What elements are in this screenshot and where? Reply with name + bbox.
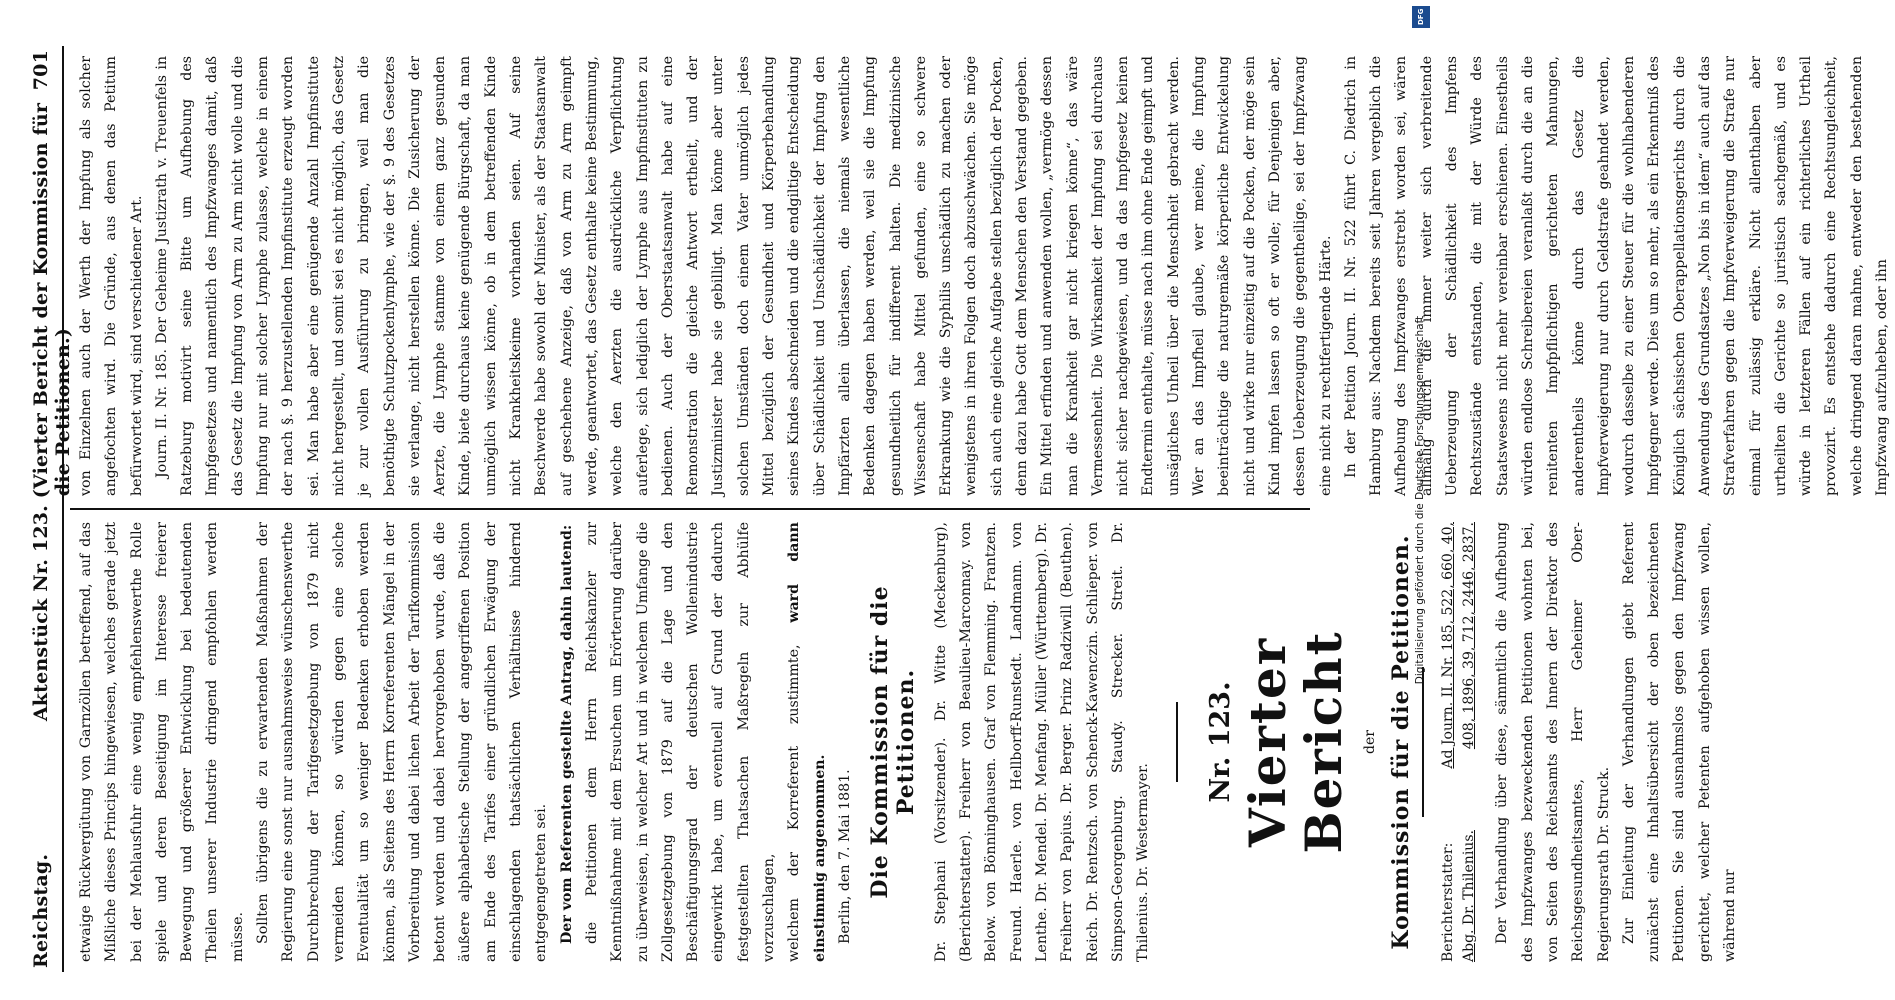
report-title: Vierter Bericht xyxy=(1237,630,1353,854)
header-left: Reichstag. xyxy=(30,853,52,968)
paragraph: Journ. II. Nr. 185. Der Geheime Justizrath v. Treuenfels in Ratzeburg motivirt seine Bitte um Aufhebung des Impfgesetzes und namentlich des Impfzwanges damit, daß das Gesetz die Impfung von Arm zu Arm nicht wolle und die Impfung nur mit solcher Lymphe zulasse, welche in einem der nach §. 9 herzustellenden Impfinstitute erzeugt worden sei. Man habe aber eine genügende Anzahl Impfinstitute nicht hergestellt, und somit sei es nicht möglich, das Gesetz je zur vollen Ausführung zu bringen, weil man die benöthigte Schutzpockenlymphe, wie der §. 9 des Gesetzes sie verlange, nicht herstellen könne. Die Zusicherung der Aerzte, die Lymphe stamme von einem ganz gesunden Kinde, biete durchaus keine genügende Bürgschaft, da man unmöglich wissen könne, ob in dem betreffenden Kinde nicht Krankheitskeime vorhanden seien. Auf seine Beschwerde habe sowohl der Minister, als der Staatsanwalt auf geschehene Anzeige, daß von Arm zu Arm geimpft werde, geantwortet, das Gesetz enthalte keine Bestimmung, welche den Aerzten die ausdrückliche Verpflichtung auferlege, sich lediglich der Lymphe aus Impfinstituten zu bedienen. Auch der Oberstaatsanwalt habe auf eine Remonstration die gleiche Antwort ertheilt, und der Justizminister habe sie gebilligt. Man könne aber unter solchen Umständen doch einem Vater unmöglich jedes Mittel bezüglich der Gesundheit und Körperbehandlung seines Kindes abschneiden und die endgiltige Entscheidung über Schädlichkeit und Unschädlichkeit der Impfung den Impfärzten allein überlassen, die niemals wesentliche Bedenken dagegen haben werden, weil sie die Impfung gesundheitlich für indifferent halten. Die medizinische Wissenschaft habe Mittel gefunden, eine so schwere Erkrankung wie die Syphilis unschädlich zu machen oder wenigstens in ihren Folgen doch abzuschwächen. Sie möge sich auch eine gleiche Aufgabe stellen bezüglich der Pocken, denn dazu habe Gott dem Menschen den Verstand gegeben. Ein Mittel erfinden und anwenden wollen, „vermöge dessen man die Krankheit gar nicht kriegen könne“, das wäre Vermessenheit. Die Wirksamkeit der Impfung sei durchaus nicht sicher nachgewiesen, und da das Impfgesetz keinen Endtermin enthalte, müsse nach ihm ohne Ende geimpft und unsägliches Unheil über die Menschheit gebracht werden. Wer an das Impfheil glaube, wer meine, die Impfung beeinträchtige die naturgemäße körperliche Entwickelung nicht und wirke nur einzeitig auf die Pocken, der möge sein Kind impfen lassen so oft er wolle; für Denjenigen aber, dessen Ueberzeugung die gegentheilige, sei der Impfzwang eine nicht zu rechtfertigende Härte. xyxy=(153,56,1334,496)
column-left xyxy=(70,512,1739,972)
divider xyxy=(1176,702,1178,782)
resolution-text: ward dann einstimmig angenommen. xyxy=(786,522,828,962)
rapporteur xyxy=(1438,786,1480,962)
credit-text: Digitalisierung gefördert durch die Deutsche Forschungsgemeinschaft xyxy=(1414,315,1426,685)
page-header xyxy=(30,46,74,972)
motion-heading: Der vom Referenten gestellte Antrag, dahin lautend: xyxy=(558,524,575,944)
journal-references: Ad Journ. II. Nr. 185, 522, 660, 40, 408, 1896, 39, 712, 2446, 2837. xyxy=(1440,522,1478,769)
paragraph: Der Verhandlung über diese, sämmtlich die Aufhebung des Impfzwanges bezweckenden Petitionen wohnten bei, von Seiten des Reichsamts des Innern der Direktor des Reichsgesundheitsamtes, Herr Geheimer Ober-Regierungsrath Dr. Struck. xyxy=(1494,522,1612,962)
assent-text: welchem der Korreferent zustimmte, xyxy=(786,644,803,962)
paragraph: In der Petition Journ. II. Nr. 522 führt C. Diedrich in Hamburg aus: Nachdem bereits seit Jahren vergeblich die Aufhebung des Impfzwanges erstrebt worden sei, wären allmälig durch die immer weiter sich verbreitende Ueberzeugung der Schädlichkeit des Impfens Rechtszustände entstanden, die mit der Würde des Staatswesens nicht mehr vereinbar erschienen. Einestheils würden endlose Schreibereien veranlaßt durch die an die renitenten Impfpflichtigen gerichteten Mahnungen, anderentheils könne durch das Gesetz die Impfverweigerung nur durch Geldstrafe geahndet werden, wodurch dasselbe zu einer Steuer für die wohlhabenderen Impfgegner werde. Dies um so mehr, als ein Erkenntniß des Königlich sächsischen Oberappellationsgerichts durch die Anwendung des Grundsatzes „Non bis in idem“ auch auf das Strafverfahren gegen die Impfverweigerung die Strafe nur einmal für zulässig erkläre. Nicht allenthalben aber urtheilten die Gerichte so juristisch sachgemäß, und es würde in letzteren Fällen auf ein richterliches Urtheil provozirt. Es entstehe dadurch eine Rechtsungleichheit, welche dringend daran mahne, entweder den bestehenden Impfzwang aufzuheben, oder ihn xyxy=(1342,56,1891,496)
paragraph: etwaige Rückvergütung von Garnzöllen betreffend, auf das Mißliche dieses Princips hingewiesen, welches gerade jetzt bei der Mehlausfuhr eine wenig empfehlenswerthe Rolle spiele und deren Beseitigung im Interesse freierer Bewegung und größerer Entwicklung bei bedeutenden Theilen unserer Industrie dringend empfohlen werden müsse. xyxy=(78,522,246,962)
date-line: Berlin, den 7. Mai 1881. xyxy=(836,769,853,944)
motion-text: die Petitionen dem Herrn Reichskanzler zur Kenntnißnahme mit dem Ersuchen um Erörterung darüber zu überweisen, in welcher Art und in welchem Umfange die Zollgesetzgebung von 1879 auf die Lage und den Beschäftigungsgrad der deutschen Wollenindustrie eingewirkt habe, um eventuell auf Grund der dadurch festgestellten Thatsachen Maßregeln zur Abhülfe vorzuschlagen, xyxy=(583,522,778,962)
document-number: Nr. 123. xyxy=(1205,681,1237,803)
column-divider xyxy=(70,508,1310,510)
commission-title: Kommission für die Petitionen. xyxy=(1388,534,1415,950)
digitization-credit xyxy=(1408,0,1432,1000)
header-title: Aktenstück Nr. 123. (Vierter Bericht der Kommission für die Petitionen.) xyxy=(30,102,74,722)
dfg-logo: DFG xyxy=(1412,6,1430,28)
members-list: Dr. Stephani (Vorsitzender). Dr. Witte (Meckenburg), (Berichterstatter). Freiherr von Beaulieu-Marconnay. von Below. von Bönninghausen. Graf von Flemming. Frantzen. Freund. Haerle. von Hellborff-Runstedt. Landmann. von Lenthe. Dr. Mendel. Dr. Menfang. Müller (Württemberg). Dr. Freiherr von Papius. Dr. Berger. Prinz Radziwill (Beuthen). Reich. Dr. Rentzsch. von Schenck-Kawenczin. Schlieper. von Simpson-Georgenburg. Staudy. Strecker. Streit. Dr. Thilenius. Dr. Westermayer. xyxy=(932,522,1152,962)
paragraph: von Einzelnen auch der Werth der Impfung als solcher angefochten wird. Die Gründe, aus denen das Petitum befürwortet wird, sind verschiedener Art. xyxy=(78,56,145,496)
title-der: der xyxy=(1361,730,1378,754)
paragraph: Sollten übrigens die zu erwartenden Maßnahmen der Regierung eine sonst nur ausnahmsweise wünschenswerthe Durchbrechung der Tarifgesetzgebung von 1879 nicht vermeiden können, so würden gegen eine solche Eventualität um so weniger Bedenken erhoben werden können, als Seitens des Herrn Korreferenten Mängel in der Vorbereitung und dabei lichen Arbeit der Tarifkommission betont worden und dabei hervorgehoben wurde, daß die äußere alphabetische Stellung der angegriffenen Position am Ende des Tarifes einer gründlichen Erwägung der einschlagenden thatsächlichen Verhältnisse hindernd entgegengetreten sei. xyxy=(255,522,550,962)
paragraph: Zur Einleitung der Verhandlungen giebt Referent zunächst eine Inhaltsübersicht der oben bezeichneten Petitionen. Sie sind ausnahmslos gegen den Impfzwang gerichtet, welcher Petenten aufgehoben wissen wollen, während nur xyxy=(1620,522,1739,962)
rapporteur-block xyxy=(1438,522,1480,962)
commission-heading: Die Kommission für die Petitionen. xyxy=(867,585,919,899)
page-number: 701 xyxy=(30,50,52,91)
paragraph xyxy=(782,522,833,962)
rapporteur-label: Berichterstatter: xyxy=(1440,842,1457,962)
rapporteur-name: Abg. Dr. Thilenius. xyxy=(1461,830,1478,962)
